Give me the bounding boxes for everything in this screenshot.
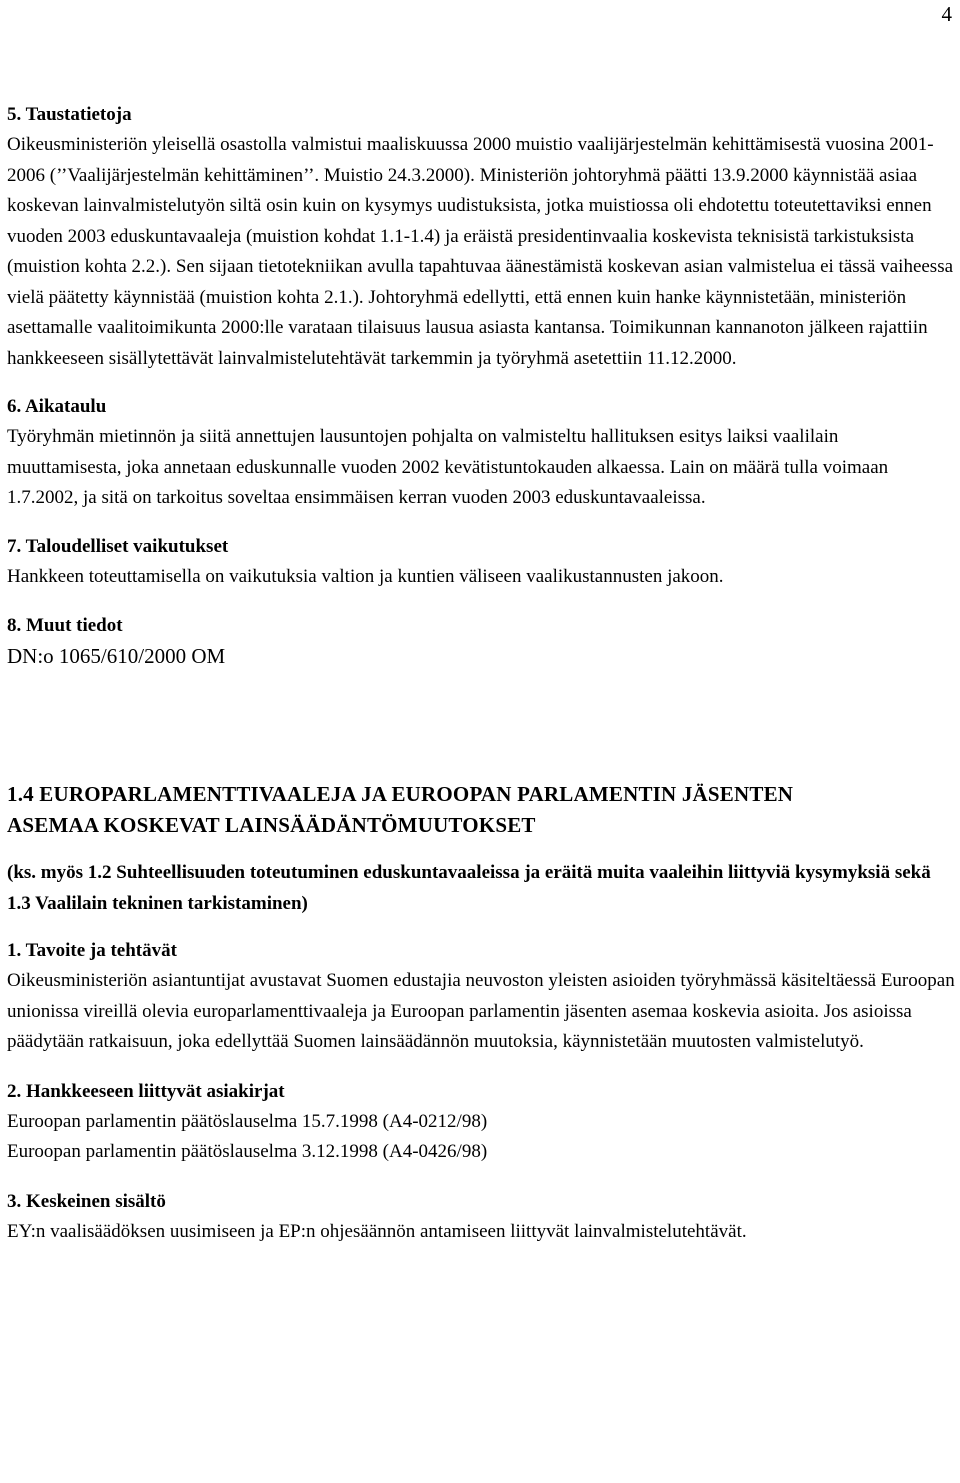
section-5-body: Oikeusministeriön yleisellä osastolla valmistui maaliskuussa 2000 muistio vaalijärjestelmän kehittämisestä vuosina 2001-2006 (’’Vaalijärjestelmän kehittäminen’’. Muistio 24.3.2000). Ministeriön johtoryhmä päätti 13.9.2000 käynnistää asiaa koskevan lainvalmistelutyön siltä osin kuin on kysymys uudistuksista, jotka muistiossa oli ehdotettu toteutettaviksi ennen vuoden 2003 eduskuntavaaleja (muistion kohdat 1.1-1.4) ja eräistä presidentinvaalia koskevista teknisistä tarkistuksista (muistion kohta 2.2.). Sen sijaan tietotekniikan avulla tapahtuvaa äänestämistä koskevan asian valmistelua ei tässä vaiheessa vielä päätetty käynnistää (muistion kohta 2.1.). Johtoryhmä edellytti, että ennen kuin hanke käynnistetään, ministeriön asettamalle vaalitoimikunta 2000:lle varataan tilaisuus lausua asiasta kantansa. Toimikunnan kannanoton jälkeen rajattiin hankkeeseen sisällytettävät lainvalmistelutehtävät tarkemmin ja työryhmä asetettiin 11.12.2000. [7,134,954,369]
section-5-heading: 5. Taustatietoja [7,104,132,125]
document-reference: Euroopan parlamentin päätöslauselma 15.7.1998 (A4-0212/98) [7,1110,488,1132]
section-6-body: Työryhmän mietinnön ja siitä annettujen lausuntojen pohjalta on valmisteltu hallituksen esitys laiksi vaalilain muuttamisesta, joka annetaan eduskunnalle vuoden 2002 kevätistuntokauden alkaessa. Lain on määrä tulla voimaan 1.7.2002, ja sitä on tarkoitus soveltaa ensimmäisen kerran vuoden 2003 eduskuntavaaleissa. [7,426,889,508]
document-reference: Euroopan parlamentin päätöslauselma 3.12.1998 (A4-0426/98) [7,1141,488,1162]
cross-reference: (ks. myös 1.2 Suhteellisuuden toteutuminen eduskuntavaaleissa ja eräitä muita vaaleihin liittyviä kysymyksiä sekä 1.3 Vaalilain tekninen tarkistaminen) [7,862,931,914]
page-number: 4 [941,2,952,26]
section-7-heading: 7. Taloudelliset vaikutukset [7,535,229,557]
chapter-section-3-body: EY:n vaalisäädöksen uusimiseen ja EP:n ohjesäännön antamiseen liittyvät lainvalmistelutehtävät. [7,1220,747,1242]
section-6-heading: 6. Aikataulu [7,396,107,417]
chapter-section-1-body: Oikeusministeriön asiantuntijat avustavat Suomen edustajia neuvoston yleisten asioiden työryhmässä käsiteltäessä Euroopan unionissa vireillä olevia europarlamenttivaaleja ja Euroopan parlamentin jäsenten asemaa koskevia asioita. Jos asioissa päädytään ratkaisuun, joka edellyttää Suomen lainsäädännön muutoksia, käynnistetään muutosten valmistelutyö. [7,970,955,1052]
chapter-section-3-heading: 3. Keskeinen sisältö [7,1190,166,1212]
chapter-title-line-2: ASEMAA KOSKEVAT LAINSÄÄDÄNTÖMUUTOKSET [7,813,536,837]
diary-number: DN:o 1065/610/2000 OM [7,644,226,668]
section-8-heading: 8. Muut tiedot [7,615,123,636]
section-7-body: Hankkeen toteuttamisella on vaikutuksia valtion ja kuntien väliseen vaalikustannusten jakoon. [7,565,724,587]
document-body [7,99,957,1247]
chapter-title-line-1: 1.4 EUROPARLAMENTTIVAALEJA JA EUROOPAN PARLAMENTIN JÄSENTEN [7,782,794,806]
chapter-section-1-heading: 1. Tavoite ja tehtävät [7,940,177,961]
chapter-section-2-heading: 2. Hankkeeseen liittyvät asiakirjat [7,1080,285,1102]
